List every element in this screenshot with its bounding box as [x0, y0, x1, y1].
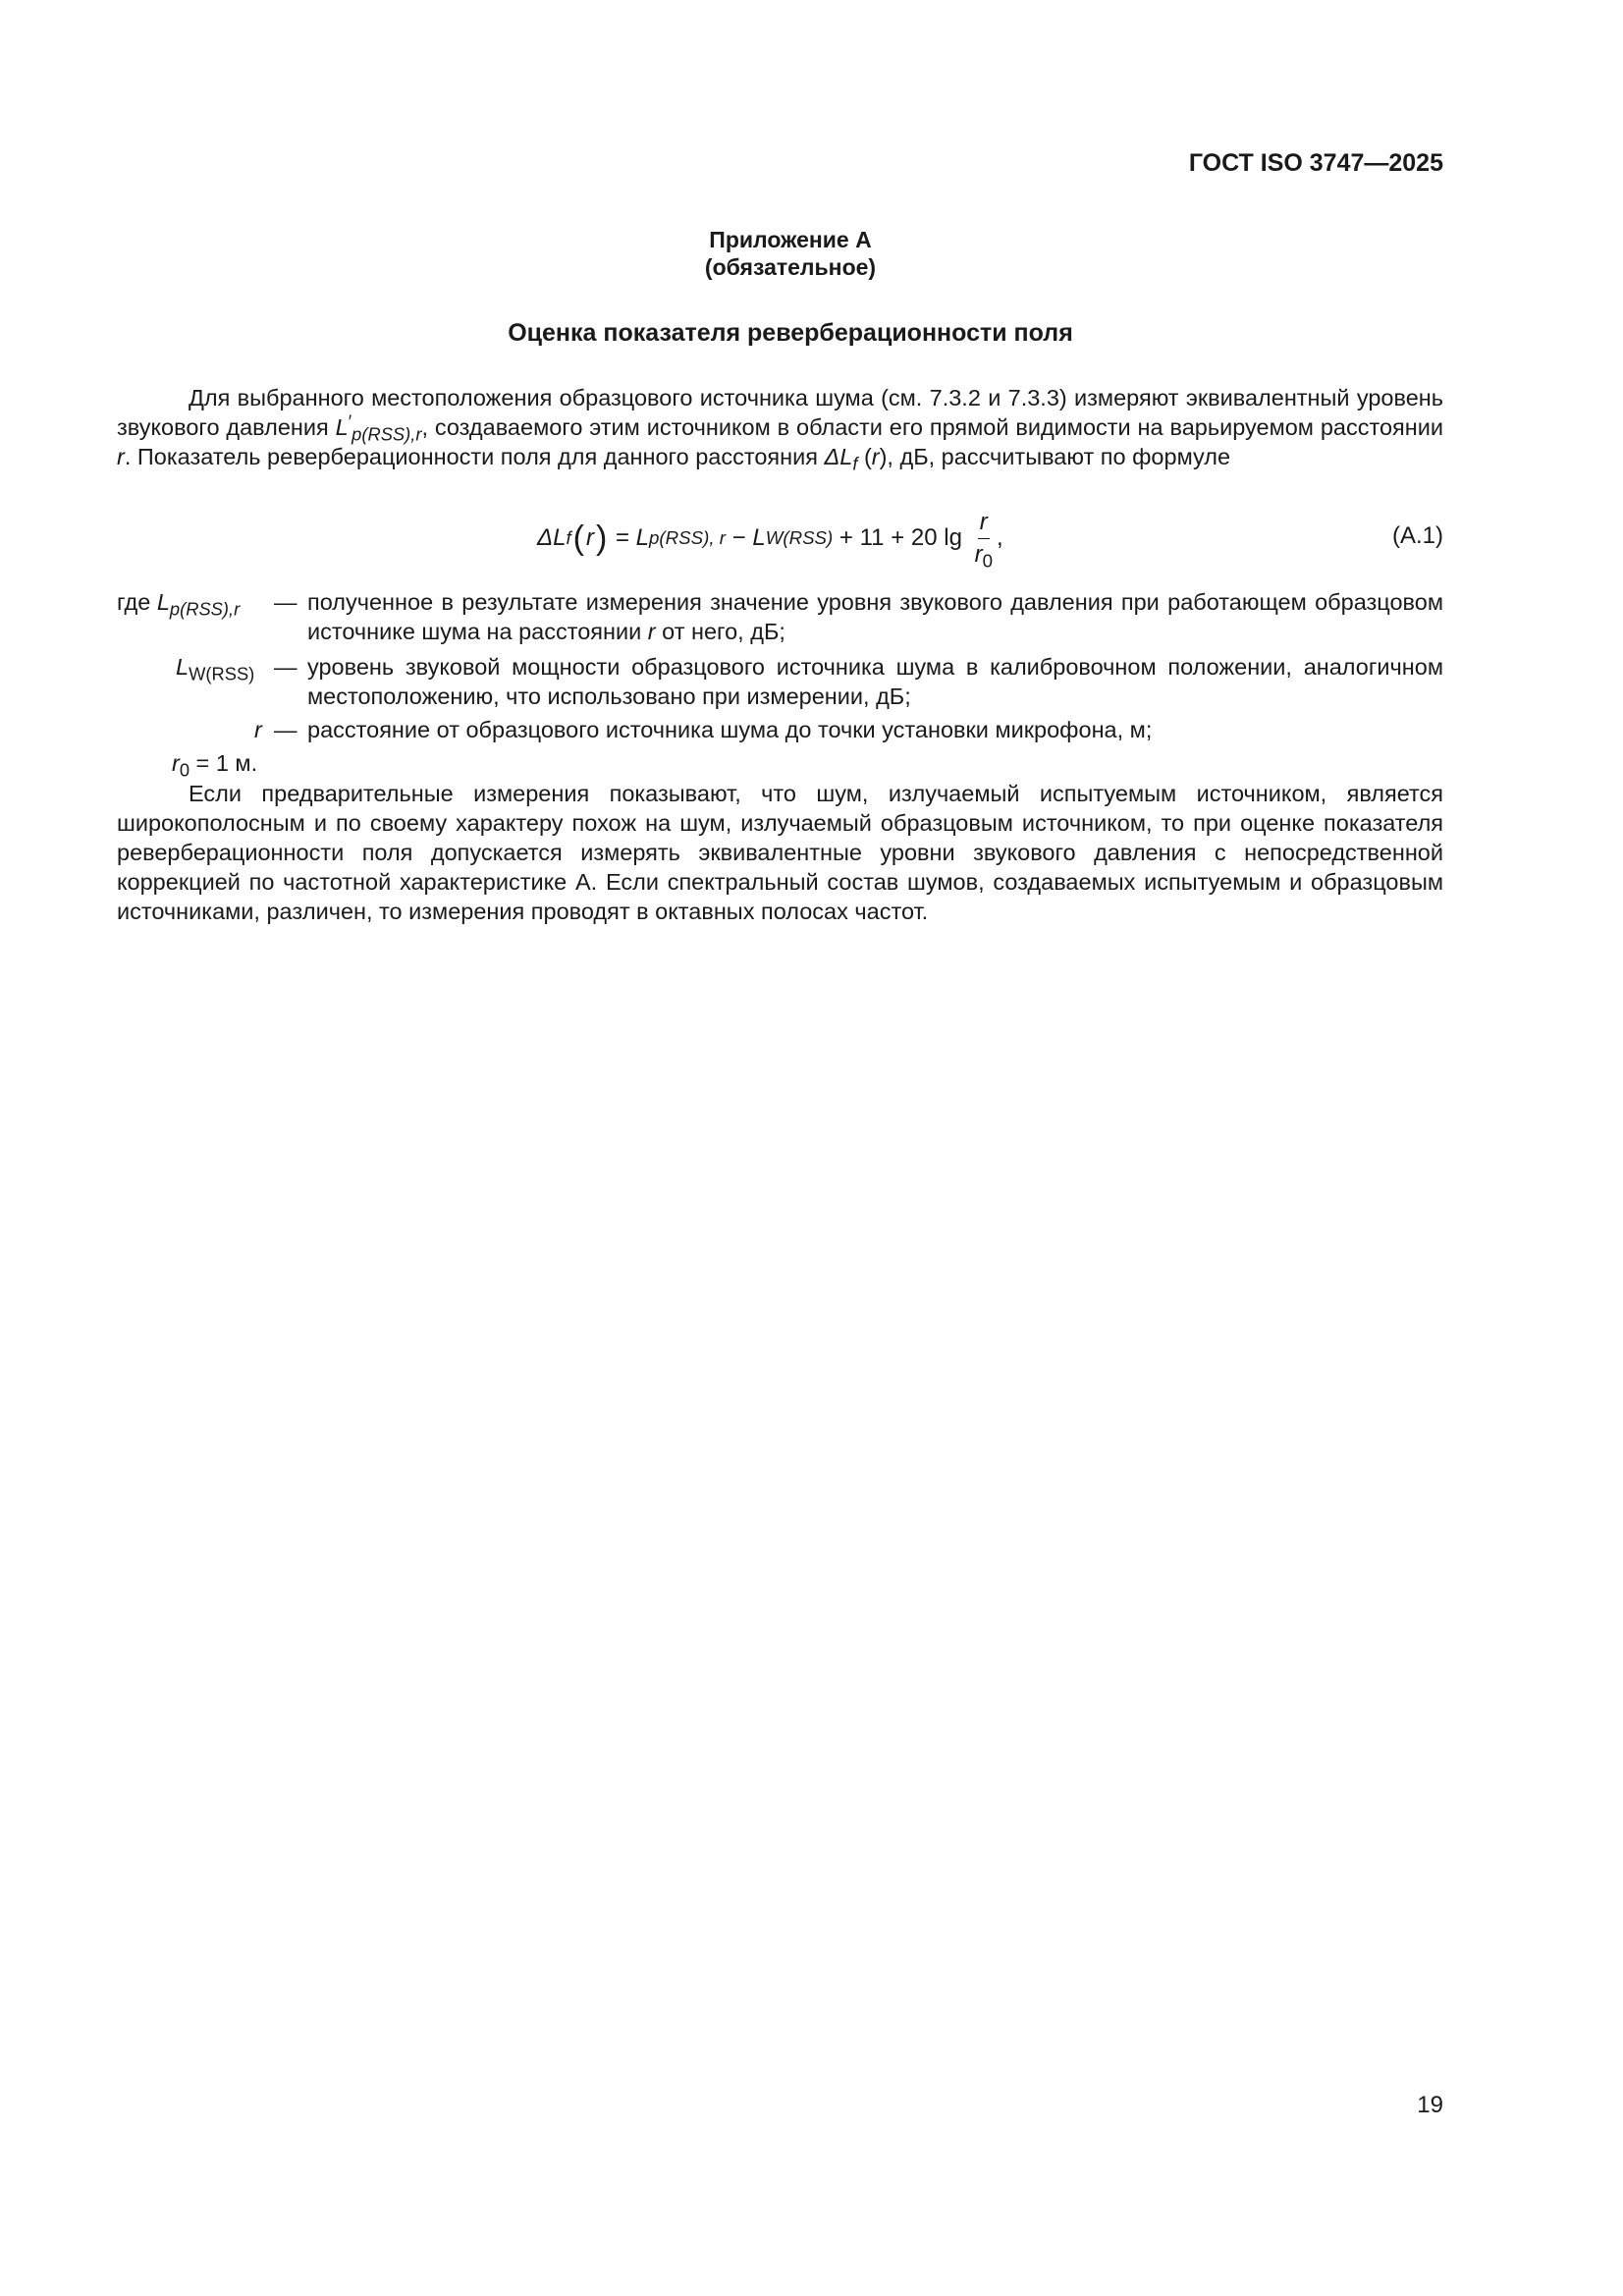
formula-constant-terms: + 11 + 20 lg	[833, 524, 969, 551]
definition-r0	[172, 748, 258, 781]
definition-label-1	[117, 587, 241, 620]
formula-r: r	[585, 524, 594, 551]
formula-delta-L: ΔL	[537, 524, 567, 551]
symbol-subscript: f	[852, 453, 858, 474]
symbol-L: L	[335, 414, 349, 440]
definition-label-2	[176, 652, 254, 682]
formula-paren: )	[595, 519, 608, 557]
annex-title: Приложение А	[709, 227, 872, 252]
where-word: где	[117, 589, 157, 615]
fraction-denominator	[974, 539, 993, 572]
formula-equals: =	[609, 524, 636, 551]
symbol-subscript: p(RSS),r	[169, 598, 241, 620]
formula-fraction	[974, 508, 993, 572]
section-heading: Оценка показателя реверберационности поля	[508, 319, 1073, 347]
formula-comma: ,	[997, 524, 1003, 551]
text-run: . Показатель реверберационности поля для данного расстояния	[124, 444, 825, 469]
text-run: ), дБ, рассчитывают по формуле	[879, 444, 1231, 469]
annex-status: (обязательное)	[704, 254, 877, 280]
symbol-subscript: W(RSS)	[189, 663, 255, 684]
definition-dash: —	[274, 654, 298, 680]
denominator-subscript: 0	[982, 550, 993, 572]
definition-text-2: уровень звуковой мощности образцового источника шума в калибровочном положении, аналогичном местоположению, что использовано при измерении, дБ;	[307, 654, 1443, 709]
denominator-r: r	[974, 540, 983, 568]
symbol-r: r	[871, 444, 880, 469]
symbol-L: L	[156, 589, 170, 615]
formula-L: L	[635, 524, 650, 551]
definition-text-3: расстояние от образцового источника шума до точки установки микрофона, м;	[307, 717, 1153, 742]
symbol-delta-L: ΔL	[824, 444, 853, 469]
text-run: , создаваемого этим источником в области его прямой видимости на варьируемом расстоянии	[421, 414, 1443, 440]
symbol-prime: ′	[348, 410, 352, 432]
formula-a1: ΔL f ( r ) = L p(RSS), r − L W(RSS) + 11 + 20 lg $\frac{r}{r_0}$ ,	[537, 508, 1003, 572]
text-run: Для выбранного местоположения образцового источника шума (см. 7.3.2 и 7.3.3) измеряют эквивалентный уровень звукового давления	[117, 385, 1443, 440]
page-number: 19	[1417, 2092, 1443, 2118]
annex-title-block	[0, 226, 1581, 281]
equation-number: (А.1)	[1391, 522, 1443, 549]
symbol-r: r	[117, 444, 125, 469]
formula-paren: (	[572, 519, 584, 557]
text-run: (	[857, 444, 872, 469]
standard-designation: ГОСТ ISO 3747—2025	[1188, 149, 1443, 177]
symbol-subscript: p(RSS),r	[352, 423, 422, 445]
definition-dash: —	[274, 717, 298, 742]
text-run: от него, дБ;	[655, 619, 785, 644]
text-run: = 1 м.	[189, 750, 258, 776]
symbol-L: L	[176, 654, 189, 680]
symbol-r: r	[172, 750, 180, 776]
definition-text-1	[307, 587, 1443, 646]
paragraph-note: Если предварительные измерения показывают, что шум, излучаемый испытуемым источником, является широкополосным и по своему характеру похож на шум, излучаемый образцовым источником, то при оценке показателя реверберационности поля допускается измерять эквивалентные уровни звукового давления с непосредственной коррекцией по частотной характеристике А. Если спектральный состав шумов, создаваемых испытуемым и образцовым источниками, различен, то измерения проводят в октавных полосах частот.	[117, 781, 1443, 924]
symbol-r: r	[647, 619, 656, 644]
symbol-subscript: 0	[179, 759, 190, 781]
paragraph-intro	[117, 383, 1443, 474]
fraction-numerator: r	[978, 509, 990, 539]
definition-label-3: r	[254, 717, 262, 742]
formula-minus: −	[725, 524, 753, 551]
text-run: полученное в результате измерения значение уровня звукового давления при работающем образцовом источнике шума на расстоянии	[307, 589, 1443, 644]
formula-L: L	[752, 524, 766, 551]
definition-dash: —	[274, 589, 298, 615]
